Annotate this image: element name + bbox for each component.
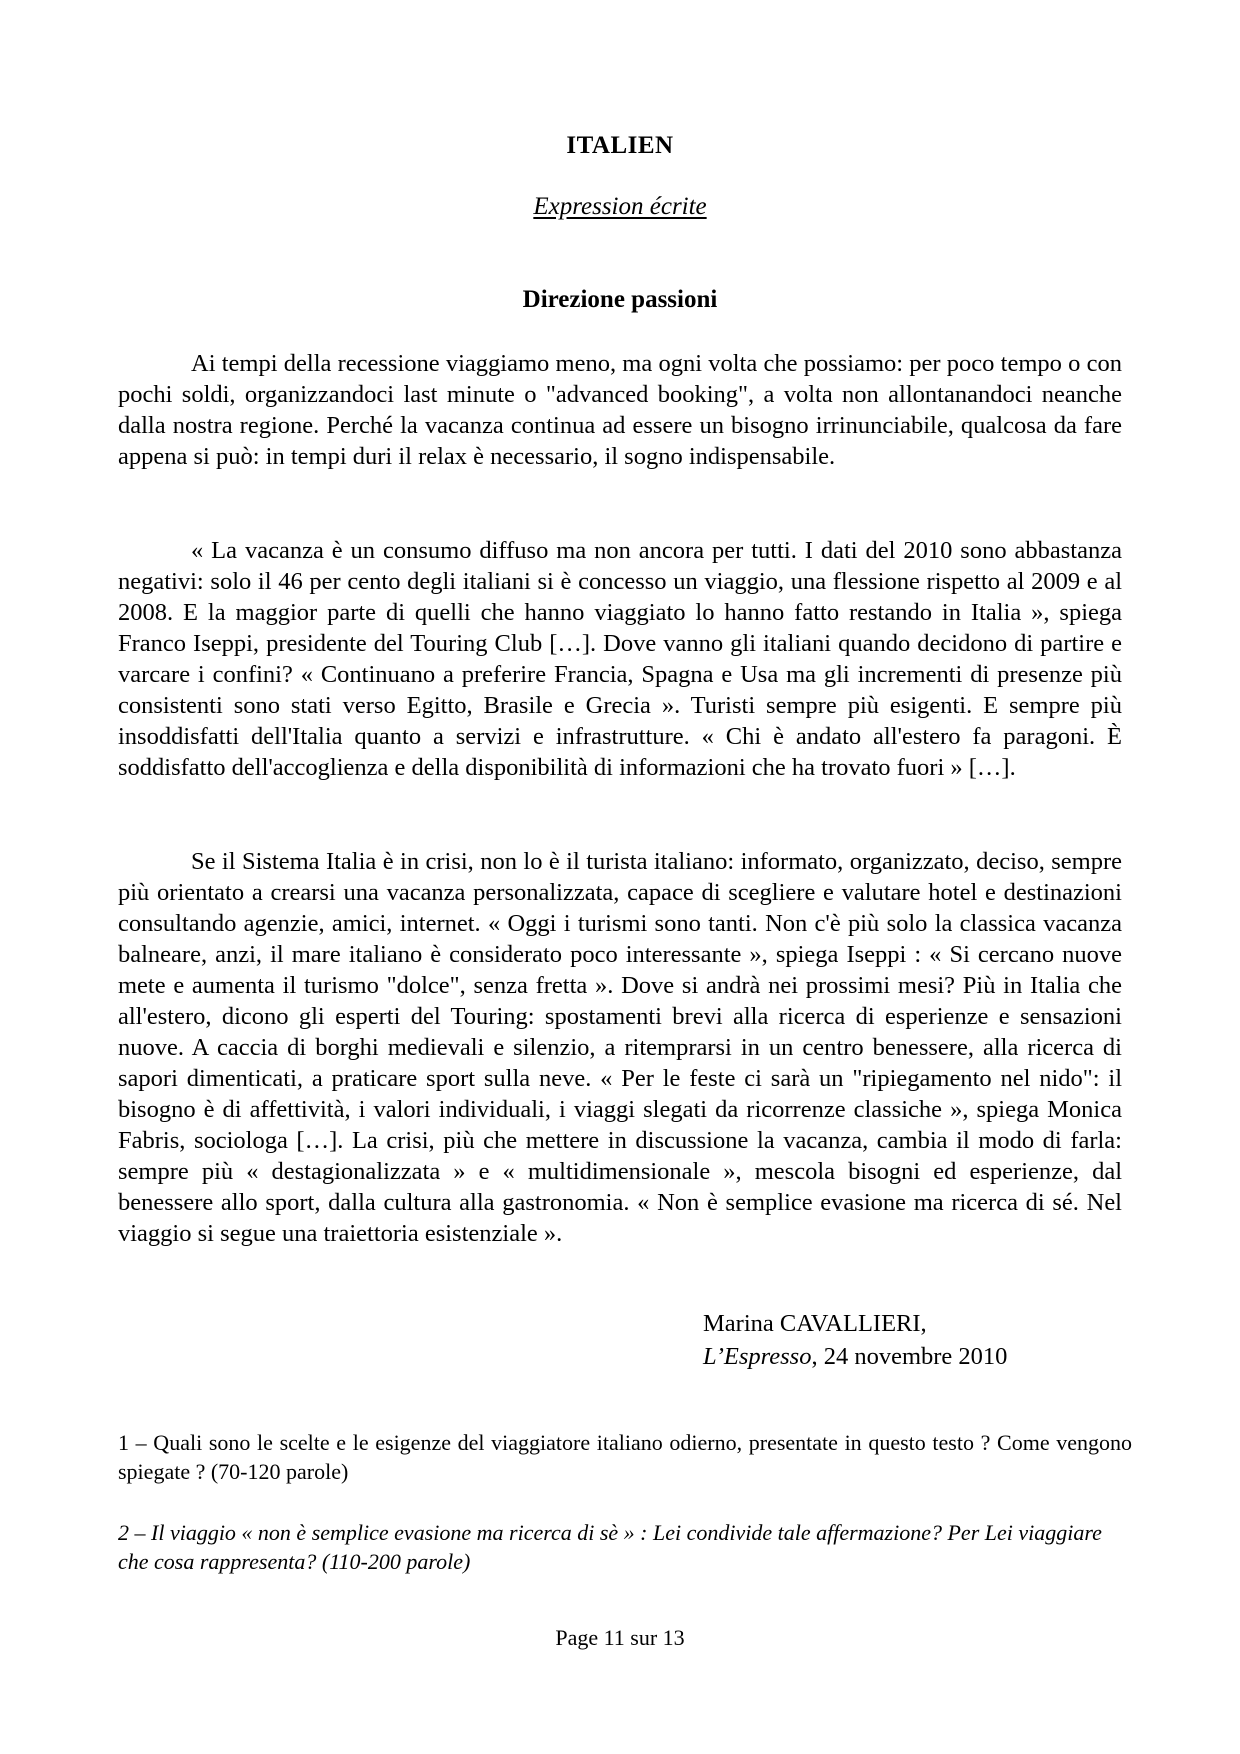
- article-paragraph-1: [118, 348, 1122, 472]
- article-paragraph-3: [118, 846, 1122, 1249]
- paragraph-text: « La vacanza è un consumo diffuso ma non ancora per tutti. I dati del 2010 sono abbastanza negativi: solo il 46 per cento degli italiani si è concesso un viaggio, una flessione rispetto al 2009 e al 2008. E la maggior parte di quelli che hanno viaggiato lo hanno fatto restando in Italia », spiega Franco Iseppi, presidente del Touring Club […]. Dove vanno gli italiani quando decidono di partire e varcare i confini? « Continuano a preferire Francia, Spagna e Usa ma gli incrementi di presenze più consistenti sono stati verso Egitto, Brasile e Grecia ». Turisti sempre più esigenti. E sempre più insoddisfatti dell'Italia quanto a servizi e infrastrutture. « Chi è andato all'estero fa paragoni. È soddisfatto dell'accoglienza e della disponibilità di informazioni che ha trovato fuori » […].: [118, 537, 1122, 781]
- question-1: 1 – Quali sono le scelte e le esigenze del viaggiatore italiano odierno, presentate in questo testo ? Come vengono spiegate ? (70-120 parole): [118, 1430, 1132, 1484]
- publication-line: [703, 1340, 1007, 1373]
- article-signature: [703, 1307, 1007, 1373]
- subject-heading: ITALIEN: [566, 132, 674, 159]
- exercise-heading: Expression écrite: [533, 193, 707, 220]
- paragraph-text: Se il Sistema Italia è in crisi, non lo è il turista italiano: informato, organizzato, deciso, sempre più orientato a crearsi una vacanza personalizzata, capace di scegliere e valutare hotel e destinazioni consultando agenzie, amici, internet. « Oggi i turismi sono tanti. Non c'è più solo la classica vacanza balneare, anzi, il mare italiano è considerato poco interessante », spiega Iseppi : « Si cercano nuove mete e aumenta il turismo "dolce", senza fretta ». Dove si andrà nei prossimi mesi? Più in Italia che all'estero, dicono gli esperti del Touring: spostamenti brevi alla ricerca di esperienze e sensazioni nuove. A caccia di borghi medievali e silenzio, a ritemprarsi in un centro benessere, alla ricerca di sapori dimenticati, a praticare sport sulla neve. « Per le feste ci sarà un "ripiegamento nel nido": il bisogno è di affettività, i valori individuali, i viaggi slegati da ricorrenze classiche », spiega Monica Fabris, sociologa […]. La crisi, più che mettere in discussione la vacanza, cambia il modo di farla: sempre più « destagionalizzata » e « multidimensionale », mescola bisogni ed esperienze, dal benessere allo sport, dalla cultura alla gastronomia. « Non è semplice evasione ma ricerca di sé. Nel viaggio si segue una traiettoria esistenziale ».: [118, 848, 1122, 1247]
- article-paragraph-2: [118, 535, 1122, 783]
- page-number: Page 11 sur 13: [555, 1625, 685, 1650]
- article-title: Direzione passioni: [522, 286, 718, 313]
- author-name: Marina CAVALLIERI,: [703, 1310, 927, 1337]
- publication-name: L’Espresso: [703, 1343, 812, 1370]
- question-2: 2 – Il viaggio « non è semplice evasione ma ricerca di sè » : Lei condivide tale affermazione? Per Lei viaggiare che cosa rappresenta? (110-200 parole): [118, 1520, 1102, 1574]
- publication-date: , 24 novembre 2010: [811, 1343, 1008, 1370]
- paragraph-text: Ai tempi della recessione viaggiamo meno, ma ogni volta che possiamo: per poco tempo o con pochi soldi, organizzandoci last minute o "advanced booking", a volta non allontanandoci neanche dalla nostra regione. Perché la vacanza continua ad essere un bisogno irrinunciabile, qualcosa da fare appena si può: in tempi duri il relax è necessario, il sogno indispensabile.: [118, 350, 1122, 470]
